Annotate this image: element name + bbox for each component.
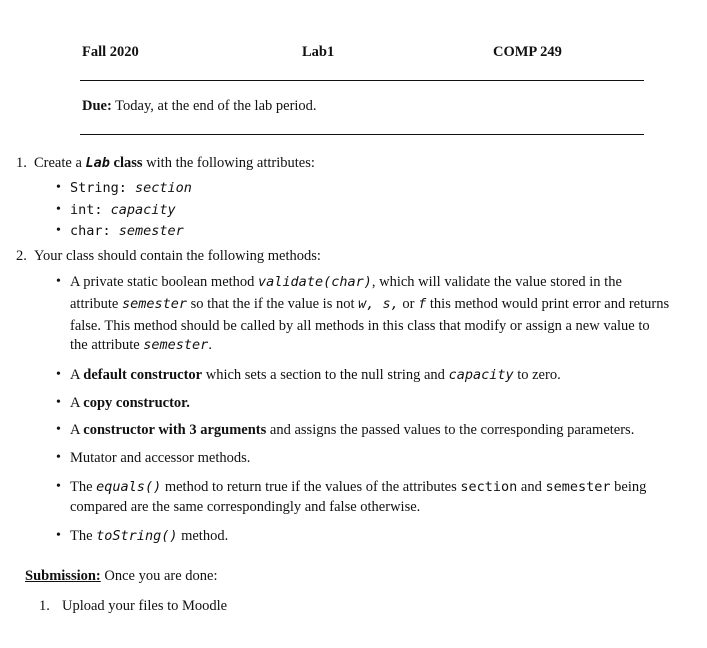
submission-line: Submission: Once you are done: xyxy=(25,568,218,584)
bullet: • xyxy=(56,223,61,238)
submission-label: Submission: xyxy=(25,568,101,584)
top-rule xyxy=(80,80,644,81)
attr-item: String: section xyxy=(70,180,192,196)
method-item-line: compared are the same correspondingly and false otherwise. xyxy=(70,499,421,515)
method-item-line: attribute semester so that the if the value is not w, s, or f this method would print error and returns xyxy=(70,296,670,312)
attr-item: int: capacity xyxy=(70,202,176,218)
bullet: • xyxy=(56,422,61,437)
method-item-mutators: Mutator and accessor methods. xyxy=(70,450,251,466)
due-text: Today, at the end of the lab period. xyxy=(111,98,317,114)
bullet: • xyxy=(56,367,61,382)
attr-item: char: semester xyxy=(70,223,184,239)
q1-number: 1. xyxy=(16,155,27,171)
bullet: • xyxy=(56,202,61,217)
header-term: Fall 2020 xyxy=(82,44,139,60)
due-label: Due: xyxy=(82,98,112,114)
method-item-tostring: The toString() method. xyxy=(70,528,229,544)
submission-number: 1. xyxy=(39,598,50,614)
q1-text: Create a Lab class with the following attributes: xyxy=(34,155,315,171)
method-item-line: the attribute semester. xyxy=(70,337,212,353)
bullet: • xyxy=(56,450,61,465)
bottom-rule xyxy=(80,134,644,135)
q2-number: 2. xyxy=(16,248,27,264)
method-item-3arg-constructor: A constructor with 3 arguments and assigns the passed values to the corresponding parameters. xyxy=(70,422,635,438)
header-lab: Lab1 xyxy=(302,44,335,60)
bullet: • xyxy=(56,479,61,494)
method-item-validate: A private static boolean method validate(char), which will validate the value stored in the xyxy=(70,274,622,290)
bullet: • xyxy=(56,395,61,410)
q2-text: Your class should contain the following methods: xyxy=(34,248,321,264)
bullet: • xyxy=(56,528,61,543)
class-name: Lab xyxy=(85,155,110,171)
due-line xyxy=(82,98,317,115)
method-item-line: false. This method should be called by all methods in this class that modify or assign a new value to xyxy=(70,318,650,334)
method-item-default-constructor: A default constructor which sets a section to the null string and capacity to zero. xyxy=(70,367,561,383)
header-course: COMP 249 xyxy=(493,44,562,60)
bullet: • xyxy=(56,274,61,289)
method-item-equals: The equals() method to return true if the values of the attributes section and semester being xyxy=(70,479,647,495)
method-item-copy-constructor: A copy constructor. xyxy=(70,395,190,411)
bullet: • xyxy=(56,180,61,195)
submission-item: Upload your files to Moodle xyxy=(62,598,228,614)
